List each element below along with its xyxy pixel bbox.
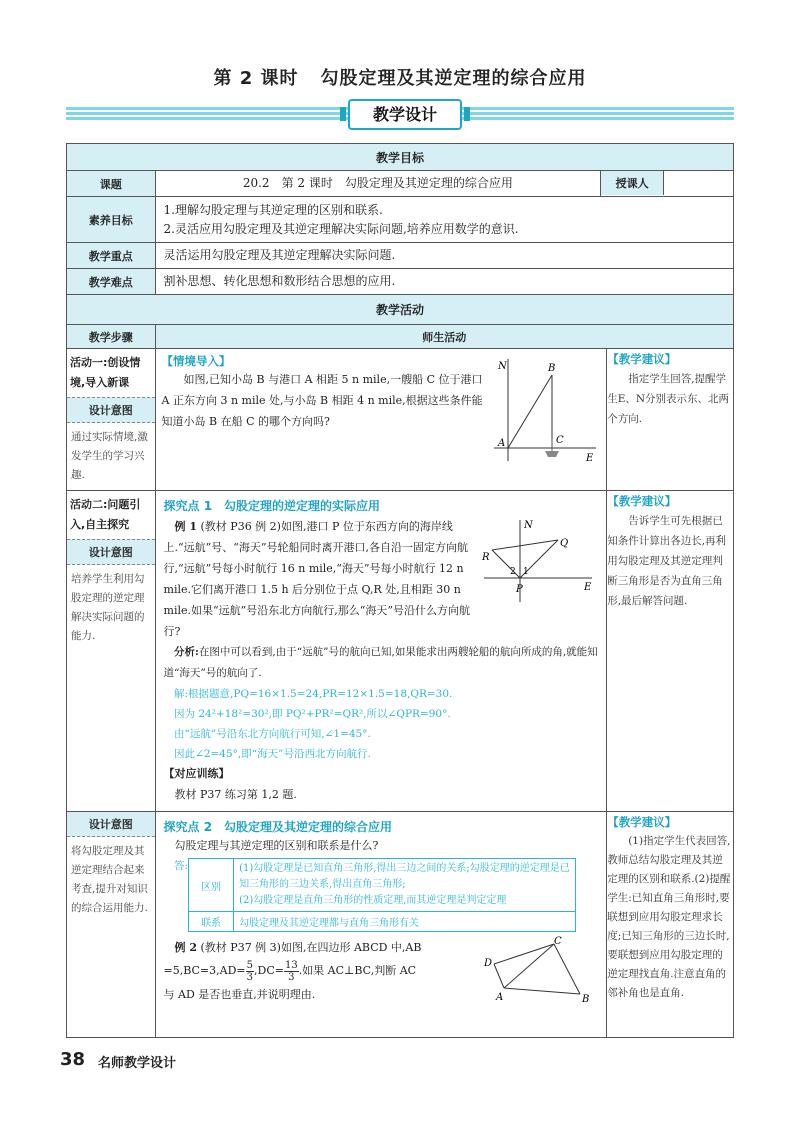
teacher-label: 授课人 <box>601 171 664 195</box>
activity3-tip: 【教学建议】 (1)指定学生代表回答,教师总结勾股定理及其逆定理的区别和联系.(2)提醒学生:已知直角三角形时,要联想到应用勾股定理求长度;已知三角形的三边长时,要联想到应用勾股定理的逆定理找直角.注意直角的邻补角也是直角. <box>607 812 734 1038</box>
analysis: 分析:在图中可以看到,由于“远航”号的航向已知,如果能求出两艘轮船的航向所成的角,就能知道“海天”号的航向了. <box>163 646 598 679</box>
key-value: 灵活运用勾股定理及其逆定理解决实际问题. <box>155 243 733 269</box>
activity2-design-text: 培养学生利用勾股定理的逆定理解决实际问题的能力. <box>71 573 145 642</box>
link-label: 联系 <box>189 912 234 932</box>
difficult-label: 教学难点 <box>67 269 156 295</box>
activity1-design-text: 通过实际情境,激发学生的学习兴趣. <box>71 431 148 481</box>
fig1-label-b: B <box>548 363 556 374</box>
activity3-side <box>67 812 156 1038</box>
activity2-label: 活动二:问题引入,自主探究 <box>70 498 141 531</box>
teacher-value <box>664 171 733 195</box>
activity2-tip: 【教学建议】 告诉学生可先根据已知条件计算出各边长,再利用勾股定理及其逆定理判断三角形是否为直角三角形,最后解答问题. <box>607 491 734 812</box>
fig3-label-c: C <box>554 936 562 947</box>
goals-heading: 教学目标 <box>67 144 734 171</box>
situation-tag: 【情境导入】 <box>161 354 231 368</box>
port-figure <box>480 516 598 606</box>
activity1-side <box>67 349 156 491</box>
steps-label: 教学步骤 <box>67 325 156 349</box>
fig2-label-e: E <box>584 582 592 593</box>
lesson-table <box>66 143 734 1038</box>
practice-text: 教材 P37 练习第 1,2 题. <box>174 788 297 801</box>
page-number: 38 <box>60 1049 86 1070</box>
solution-block: 解:根据题意,PQ=16×1.5=24,PR=12×1.5=18,QR=30. 因为 24²+18²=30²,即 PQ²+PR²=QR²,所以∠QPR=90°. 由“远航”号沿东北方向航行可知,∠1=45°. 因此∠2=45°,即“海天”号沿西北方向航行. <box>174 688 453 760</box>
activity3-content <box>155 812 607 1038</box>
activity3-design-label: 设计意图 <box>67 812 155 837</box>
fig2-label-r: R <box>482 552 490 563</box>
activity2-side <box>67 491 156 812</box>
fig1-label-c: C <box>556 435 564 446</box>
topic-value: 20.2 第 2 课时 勾股定理及其逆定理的综合应用 <box>155 171 601 197</box>
fig3-label-a: A <box>496 992 504 1003</box>
difference-table <box>188 858 576 932</box>
fig1-label-a: A <box>498 438 506 449</box>
practice-tag: 【对应训练】 <box>163 767 230 780</box>
link-text: 勾股定理及其逆定理都与直角三角形有关 <box>234 912 576 932</box>
activity3-design-text: 将勾股定理及其逆定理结合起来考查,提升对知识的综合运用能力. <box>71 845 148 914</box>
section-banner <box>66 99 734 127</box>
activity2-content <box>155 491 607 812</box>
fig3-label-d: D <box>484 958 493 969</box>
activity1-design-label: 设计意图 <box>67 397 155 423</box>
explore1-title: 探究点 1 勾股定理的逆定理的实际应用 <box>163 499 381 513</box>
topic-label: 课题 <box>67 171 156 197</box>
activity1-tip: 【教学建议】 指定学生回答,提醒学生E、N分别表示东、北两个方向. <box>607 349 734 491</box>
fig3-label-b: B <box>582 994 590 1005</box>
fig1-label-e: E <box>586 453 594 464</box>
example1-text: 例 1 (教材 P36 例 2)如图,港口 P 位于东西方向的海岸线上.“远航”号、“海天”号轮船同时离开港口,各自沿一固定方向航行,“远航”号每小时航行 16 n mile,“海天”号每小时航行 12 n mile.它们离开港口 1.5 h 后分别位于点 Q,R 处,且相距 30 n mile.如果“远航”号沿东北方向航行,那么“海天”号沿什么方向航行? <box>163 520 470 638</box>
situation-text: 如图,已知小岛 B 与港口 A 相距 5 n mile,一艘船 C 位于港口 A 正东方向 3 n mile 处,与小岛 B 相距 4 n mile,根据这些条件能知道小岛 B 在船 C 的哪个方向吗? <box>161 373 483 428</box>
island-figure <box>490 353 600 473</box>
diff-text: (1)勾股定理是已知直角三角形,得出三边之间的关系;勾股定理的逆定理是已知三角形的三边关系,得出直角三角形; (2)勾股定理是直角三角形的性质定理,而其逆定理是判定定理 <box>234 859 576 912</box>
explore2-title: 探究点 2 勾股定理及其逆定理的综合应用 <box>163 820 393 834</box>
fig2-label-n: N <box>524 520 533 531</box>
book-title: 名师教学设计 <box>98 1056 177 1071</box>
activity1-label: 活动一:创设情境,导入新课 <box>70 356 141 389</box>
key-label: 教学重点 <box>67 243 156 269</box>
activity2-design-label: 设计意图 <box>67 539 155 565</box>
banner-label: 教学设计 <box>348 99 462 130</box>
example2-text: 例 2 (教材 P37 例 3)如图,在四边形 ABCD 中,AB =5,BC=3,AD= $\frac{5}{3}$ ,DC= $\frac{13}{3}$ .如果 AC⊥BC,判断 AC 与 AD 是否也垂直,并说明理由. <box>163 941 422 1001</box>
diff-label: 区别 <box>189 859 234 912</box>
page-title: 第 2 课时 勾股定理及其逆定理的综合应用 <box>213 68 587 89</box>
difficult-value: 割补思想、转化思想和数形结合思想的应用. <box>155 269 733 295</box>
teacher-student-label: 师生活动 <box>155 325 733 349</box>
fig2-label-q: Q <box>560 538 569 549</box>
explore2-question: 勾股定理与其逆定理的区别和联系是什么? <box>174 839 379 852</box>
activity1-content <box>155 349 607 491</box>
answer-label: 答: <box>174 860 189 872</box>
quadrilateral-figure <box>468 936 598 1006</box>
literacy-goals: 1.理解勾股定理与其逆定理的区别和联系. 2.灵活应用勾股定理及其逆定理解决实际问题,培养应用数学的意识. <box>155 197 733 243</box>
fig2-label-p: P <box>516 584 523 595</box>
activities-heading: 教学活动 <box>67 295 734 325</box>
fig2-label-angle1: 1 <box>523 567 529 577</box>
fig1-label-n: N <box>498 361 507 372</box>
fig2-label-angle2: 2 <box>510 567 516 577</box>
literacy-label: 素养目标 <box>67 197 156 243</box>
